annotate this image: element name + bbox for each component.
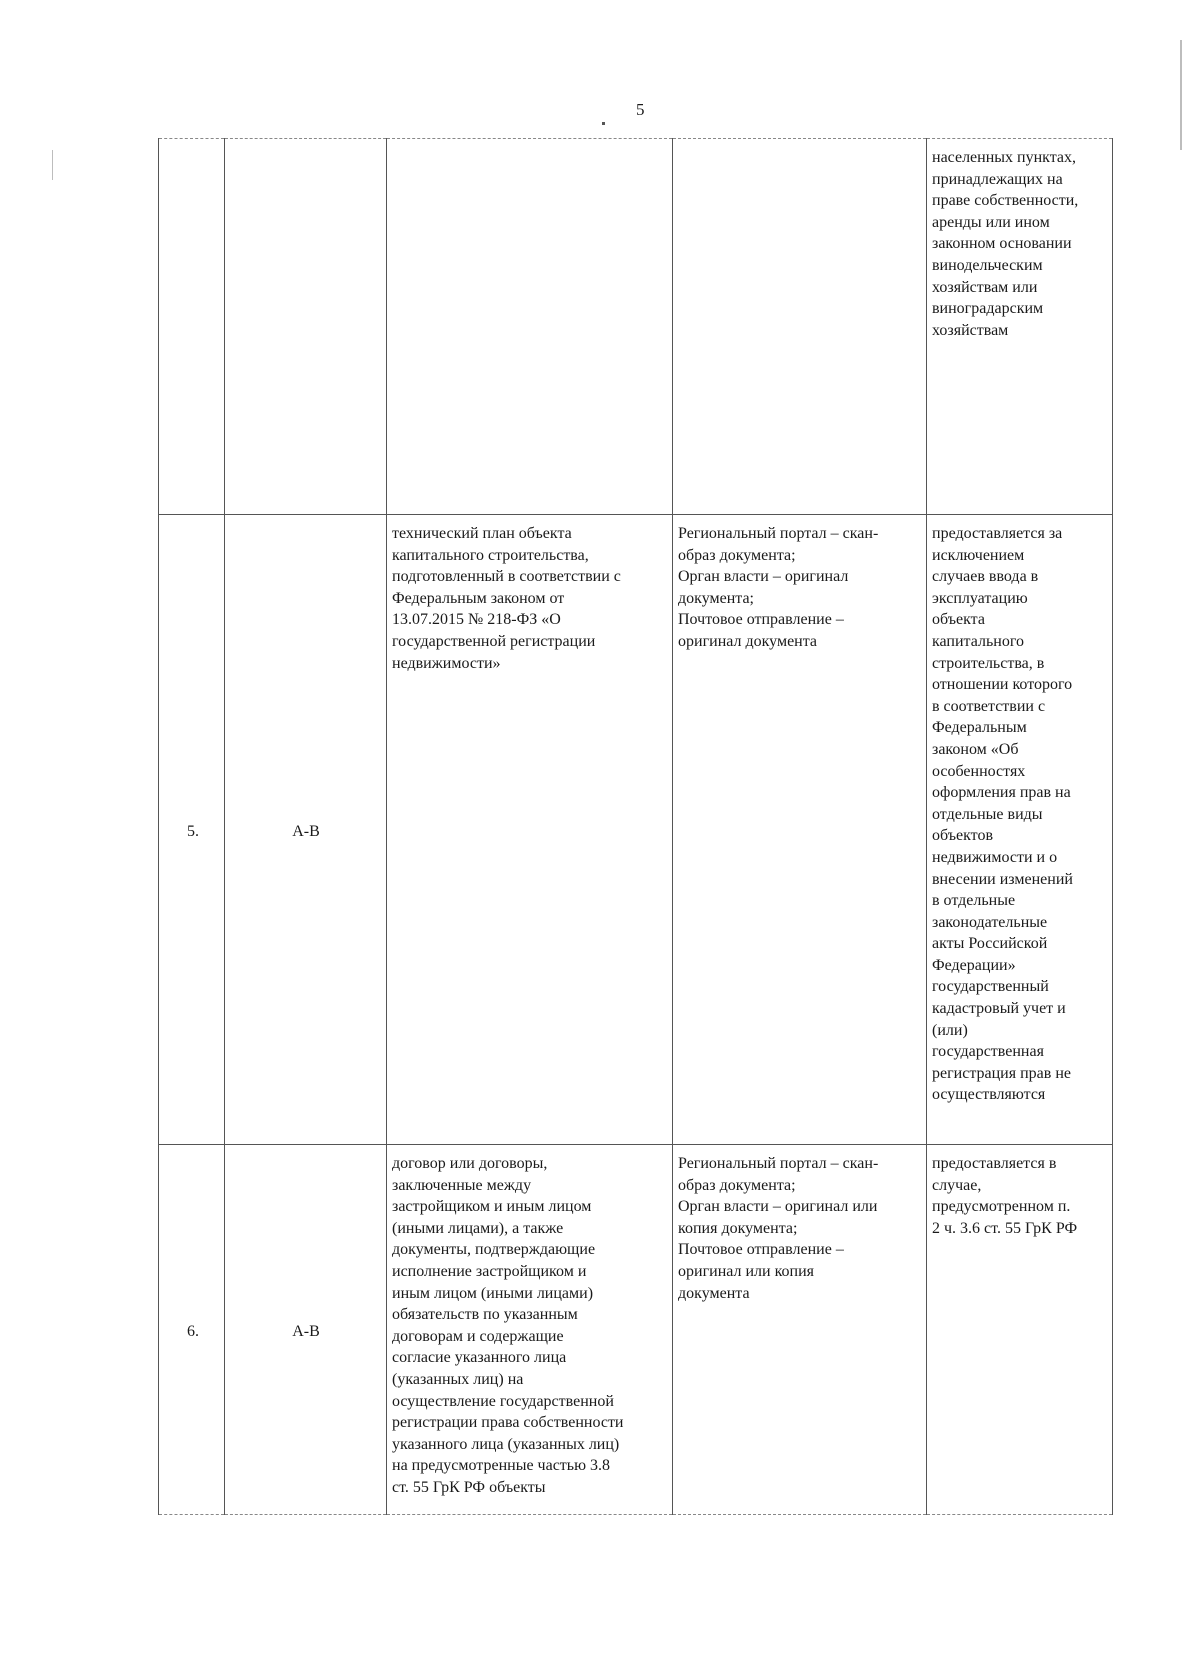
page-number: 5 bbox=[636, 100, 645, 119]
row-code: А-В bbox=[292, 822, 320, 840]
table-row bbox=[159, 1145, 1113, 1515]
document-cell bbox=[387, 139, 673, 515]
documents-table bbox=[158, 138, 1113, 1515]
method-cell bbox=[673, 1145, 927, 1515]
row-number-cell bbox=[159, 1145, 225, 1515]
row-code-cell bbox=[225, 515, 387, 1145]
note-text: предоставляется в случае, предусмотренном п. 2 ч. 3.6 ст. 55 ГрК РФ bbox=[932, 1155, 1078, 1237]
note-cell bbox=[927, 515, 1113, 1145]
document-text: договор или договоры, заключенные между застройщиком и иным лицом (иными лицами), а также документы, подтверждающие исполнение застройщиком и иным лицом (иными лицами) обязательств по указанным договорам и содержащие согласие указанного лица (указанных лиц) на осуществление государственной регистрации права собственности указанного лица (указанных лиц) на предусмотренные частью 3.8 ст. 55 ГрК РФ объекты bbox=[392, 1155, 624, 1496]
document-text: технический план объекта капитального строительства, подготовленный в соответствии с Федеральным законом от 13.07.2015 № 218-ФЗ «О государственной регистрации недвижимости» bbox=[392, 525, 621, 672]
row-number: 5. bbox=[187, 822, 199, 840]
row-number-cell bbox=[159, 139, 225, 515]
note-text: предоставляется за исключением случаев ввода в эксплуатацию объекта капитального строительства, в отношении которого в соответствии с Федеральным законом «Об особенностях оформления прав на отдельные виды объектов недвижимости и о внесении изменений в отдельные законодательные акты Российской Федерации» государственный кадастровый учет и (или) государственная регистрация прав не осуществляются bbox=[932, 525, 1073, 1104]
row-number: 6. bbox=[187, 1322, 199, 1340]
row-number-cell bbox=[159, 515, 225, 1145]
method-cell bbox=[673, 139, 927, 515]
scan-artifact bbox=[602, 122, 605, 125]
note-cell bbox=[927, 1145, 1113, 1515]
scan-artifact bbox=[52, 150, 53, 180]
note-text: населенных пунктах, принадлежащих на праве собственности, аренды или ином законном основании винодельческим хозяйствам или виноградарским хозяйствам bbox=[932, 149, 1079, 339]
note-cell bbox=[927, 139, 1113, 515]
document-cell bbox=[387, 1145, 673, 1515]
row-code-cell bbox=[225, 139, 387, 515]
table-row bbox=[159, 515, 1113, 1145]
row-code: А-В bbox=[292, 1322, 320, 1340]
table-row bbox=[159, 139, 1113, 515]
scan-artifact bbox=[1180, 40, 1182, 150]
method-text: Региональный портал – скан- образ документа; Орган власти – оригинал или копия документа; Почтовое отправление – оригинал или копия документа bbox=[678, 1155, 879, 1302]
method-cell bbox=[673, 515, 927, 1145]
document-cell bbox=[387, 515, 673, 1145]
row-code-cell bbox=[225, 1145, 387, 1515]
method-text: Региональный портал – скан- образ документа; Орган власти – оригинал документа; Почтовое отправление – оригинал документа bbox=[678, 525, 879, 650]
